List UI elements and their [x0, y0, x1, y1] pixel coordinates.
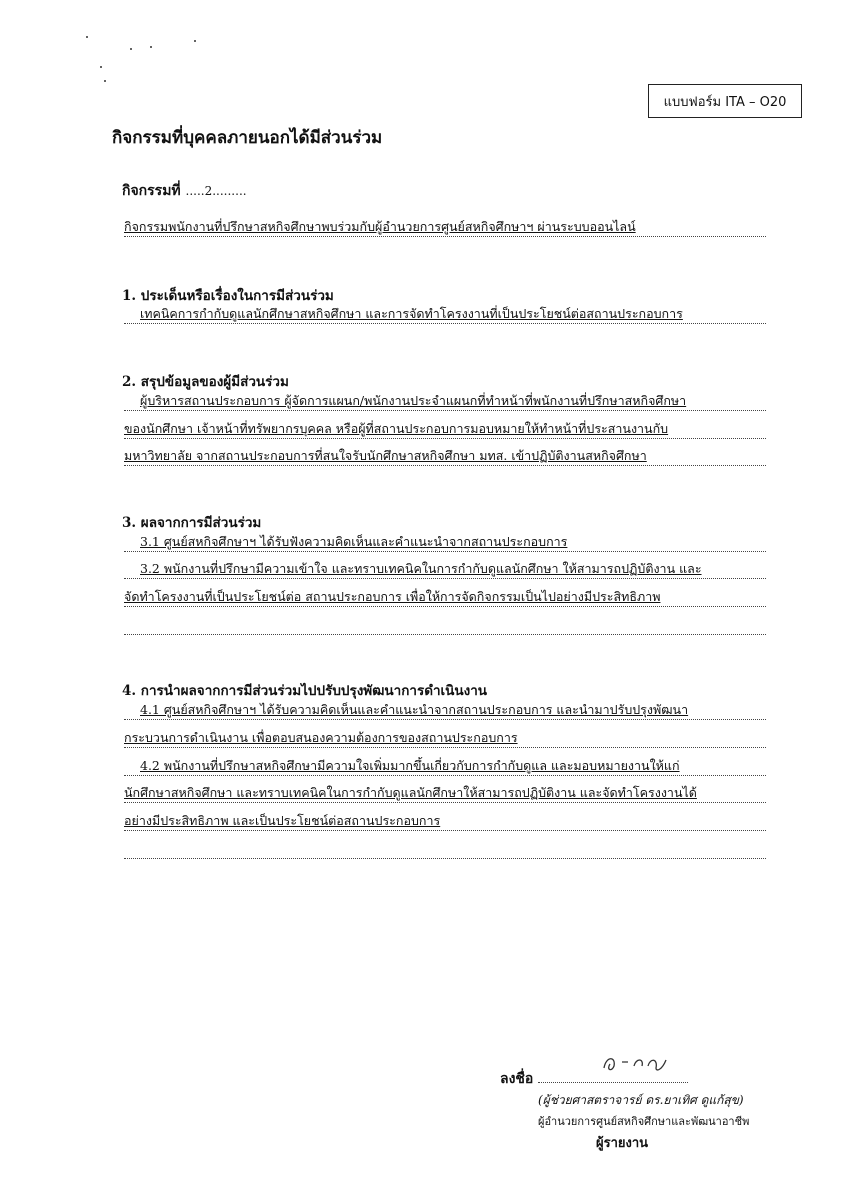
activity-label: กิจกรรมที่: [122, 183, 181, 199]
handwritten-signature: [600, 1050, 680, 1076]
section-4-text: นักศึกษาสหกิจศึกษา และทราบเทคนิคในการกำกับดูแลนักศึกษาให้สามารถปฏิบัติงาน และจัดทำโครงงานได้: [124, 785, 697, 800]
scan-speck: [150, 46, 152, 48]
signer-position: ผู้อำนวยการศูนย์สหกิจศึกษาและพัฒนาอาชีพ: [538, 1115, 750, 1128]
section-4-text: อย่างมีประสิทธิภาพ และเป็นประโยชน์ต่อสถานประกอบการ: [124, 813, 441, 828]
section-3-heading: 3. ผลจากการมีส่วนร่วม: [122, 515, 262, 531]
document-title: กิจกรรมที่บุคคลภายนอกได้มีส่วนร่วม: [112, 128, 383, 148]
activity-number: .....2.........: [185, 184, 247, 198]
activity-description: กิจกรรมพนักงานที่ปรึกษาสหกิจศึกษาพบร่วมกับผู้อำนวยการศูนย์สหกิจศึกษาฯ ผ่านระบบออนไลน์: [124, 219, 636, 234]
section-4-line: [124, 812, 766, 831]
section-3-text: จัดทำโครงงานที่เป็นประโยชน์ต่อ สถานประกอบการ เพื่อให้การจัดกิจกรรมเป็นไปอย่างมีประสิทธิภาพ: [124, 589, 661, 604]
section-3-text: 3.1 ศูนย์สหกิจศึกษาฯ ได้รับฟังความคิดเห็นและคำแนะนำจากสถานประกอบการ: [140, 534, 568, 549]
section-1-text: เทคนิคการกำกับดูแลนักศึกษาสหกิจศึกษา และการจัดทำโครงงานที่เป็นประโยชน์ต่อสถานประกอบการ: [140, 306, 683, 321]
section-4-text: 4.2 พนักงานที่ปรึกษาสหกิจศึกษามีความใจเพิ่มมากขึ้นเกี่ยวกับการกำกับดูแล และมอบหมายงานให้แก่: [140, 758, 680, 773]
section-4-text: 4.1 ศูนย์สหกิจศึกษาฯ ได้รับความคิดเห็นและคำแนะนำจากสถานประกอบการ และนำมาปรับปรุงพัฒนา: [140, 702, 689, 717]
section-4-text: กระบวนการดำเนินงาน เพื่อตอบสนองความต้องการของสถานประกอบการ: [124, 730, 518, 745]
section-2-text: ผู้บริหารสถานประกอบการ ผู้จัดการแผนก/พนักงานประจำแผนกที่ทำหน้าที่พนักงานที่ปรึกษาสหกิจศึกษา: [140, 393, 687, 408]
section-3-text: 3.2 พนักงานที่ปรึกษามีความเข้าใจ และทราบเทคนิคในการกำกับดูแลนักศึกษา ให้สามารถปฏิบัติงาน และ: [140, 561, 702, 576]
activity-description-line: [124, 218, 766, 237]
section-4-heading: 4. การนำผลจากการมีส่วนร่วมไปปรับปรุงพัฒนาการดำเนินงาน: [122, 683, 488, 699]
section-2-line: [124, 392, 766, 411]
section-2-line: [124, 447, 766, 466]
section-1-heading: 1. ประเด็นหรือเรื่องในการมีส่วนร่วม: [122, 288, 334, 304]
section-4-line: [124, 701, 766, 720]
form-code-box: แบบฟอร์ม ITA – O20: [648, 84, 802, 118]
section-4-line: [124, 784, 766, 803]
section-2-line: [124, 420, 766, 439]
section-2-text: ของนักศึกษา เจ้าหน้าที่ทรัพยากรบุคคล หรือผู้ที่สถานประกอบการมอบหมายให้ทำหน้าที่ประสานงานกับ: [124, 421, 669, 436]
scan-speck: [194, 40, 196, 42]
activity-number-label: [122, 180, 247, 202]
section-3-line: [124, 533, 766, 552]
scan-speck: [130, 48, 132, 50]
section-3-line: [124, 588, 766, 607]
blank-line: [124, 840, 766, 859]
section-3-line: [124, 560, 766, 579]
reporter-label: ผู้รายงาน: [596, 1136, 649, 1151]
section-4-line: [124, 757, 766, 776]
section-4-line: [124, 729, 766, 748]
signer-name: (ผู้ช่วยศาสตราจารย์ ดร.ยาเทิศ ดูแก้สุข): [538, 1093, 744, 1107]
scan-speck: [100, 66, 102, 68]
section-2-heading: 2. สรุปข้อมูลของผู้มีส่วนร่วม: [122, 374, 289, 390]
section-2-text: มหาวิทยาลัย จากสถานประกอบการที่สนใจรับนักศึกษาสหกิจศึกษา มทส. เข้าปฏิบัติงานสหกิจศึกษา: [124, 448, 647, 463]
scan-speck: [86, 36, 88, 38]
blank-line: [124, 616, 766, 635]
scan-speck: [104, 80, 106, 82]
signature-label: ลงชื่อ: [500, 1071, 534, 1087]
section-1-line: [124, 305, 766, 324]
